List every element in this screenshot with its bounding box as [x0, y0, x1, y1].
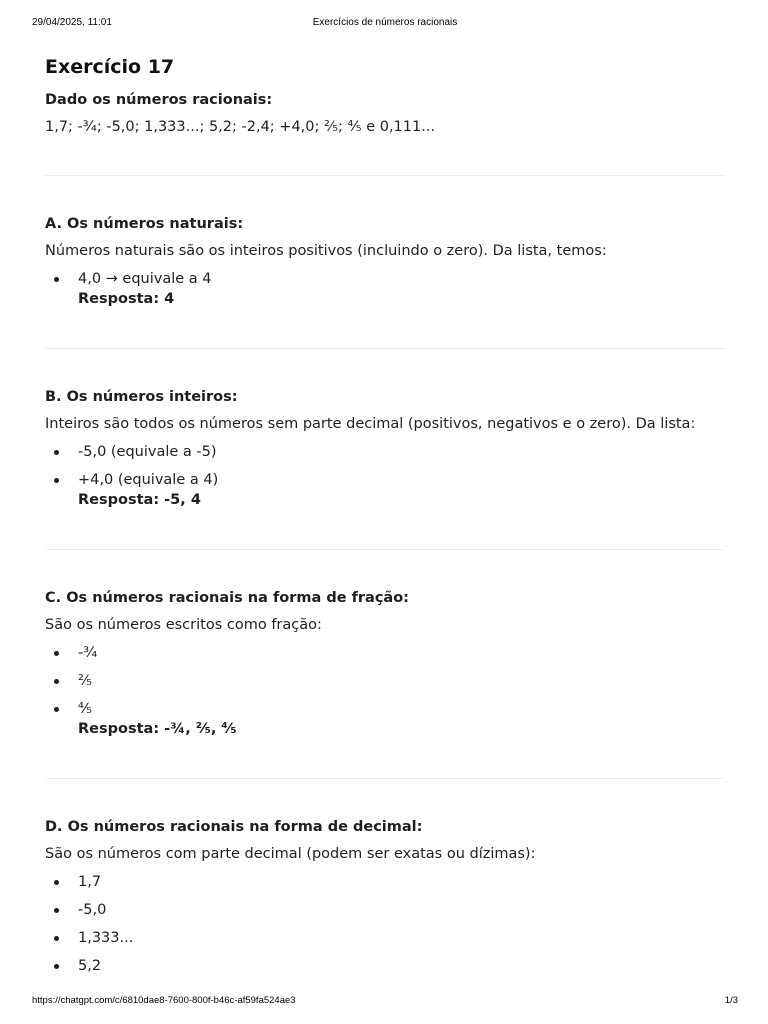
section-b-text: Inteiros são todos os números sem parte decimal (positivos, negativos e o zero). Da lista: — [45, 416, 696, 432]
section-a — [45, 214, 725, 309]
section-b-list — [45, 442, 725, 490]
divider — [45, 175, 725, 176]
section-a-heading: A. Os números naturais: — [45, 216, 244, 232]
list-item: 4,0 → equivale a 4 — [45, 269, 725, 289]
section-d — [45, 817, 725, 976]
section-d-heading: D. Os números racionais na forma de decimal: — [45, 819, 423, 835]
print-footer — [32, 995, 738, 1009]
section-d-list — [45, 872, 725, 976]
section-b-answer: Resposta: -5, 4 — [78, 492, 201, 508]
section-c — [45, 588, 725, 739]
exercise-title: Exercício 17 — [45, 56, 175, 78]
print-url: https://chatgpt.com/c/6810dae8-7600-800f-b46c-af59fa524ae3 — [32, 995, 296, 1006]
divider — [45, 348, 725, 349]
print-datetime: 29/04/2025, 11:01 — [32, 17, 112, 28]
list-item: +4,0 (equivale a 4) — [45, 470, 725, 490]
given-label: Dado os números racionais: — [45, 92, 273, 108]
list-item: ²⁄₅ — [45, 671, 725, 691]
divider — [45, 549, 725, 550]
list-item: 1,7 — [45, 872, 725, 892]
list-item: 5,2 — [45, 956, 725, 976]
section-c-list — [45, 643, 725, 719]
print-header — [32, 17, 738, 31]
section-d-text: São os números com parte decimal (podem ser exatas ou dízimas): — [45, 846, 536, 862]
list-item: ⁴⁄₅ — [45, 699, 725, 719]
list-item: -5,0 (equivale a -5) — [45, 442, 725, 462]
numbers-list-text: 1,7; -¾; -5,0; 1,333...; 5,2; -2,4; +4,0; ²⁄₅; ⁴⁄₅ e 0,111... — [45, 119, 436, 135]
section-c-text: São os números escritos como fração: — [45, 617, 322, 633]
page-number: 1/3 — [724, 995, 738, 1006]
list-item: -5,0 — [45, 900, 725, 920]
section-b — [45, 387, 725, 510]
print-title: Exercícios de números racionais — [312, 17, 458, 28]
section-a-answer: Resposta: 4 — [78, 291, 175, 307]
section-b-heading: B. Os números inteiros: — [45, 389, 238, 405]
divider — [45, 778, 725, 779]
section-a-list — [45, 269, 725, 289]
section-c-answer: Resposta: -¾, ²⁄₅, ⁴⁄₅ — [78, 721, 237, 737]
list-item: 1,333... — [45, 928, 725, 948]
section-a-text: Números naturais são os inteiros positivos (incluindo o zero). Da lista, temos: — [45, 243, 607, 259]
main-content — [45, 54, 725, 976]
list-item: -¾ — [45, 643, 725, 663]
section-c-heading: C. Os números racionais na forma de fração: — [45, 590, 409, 606]
